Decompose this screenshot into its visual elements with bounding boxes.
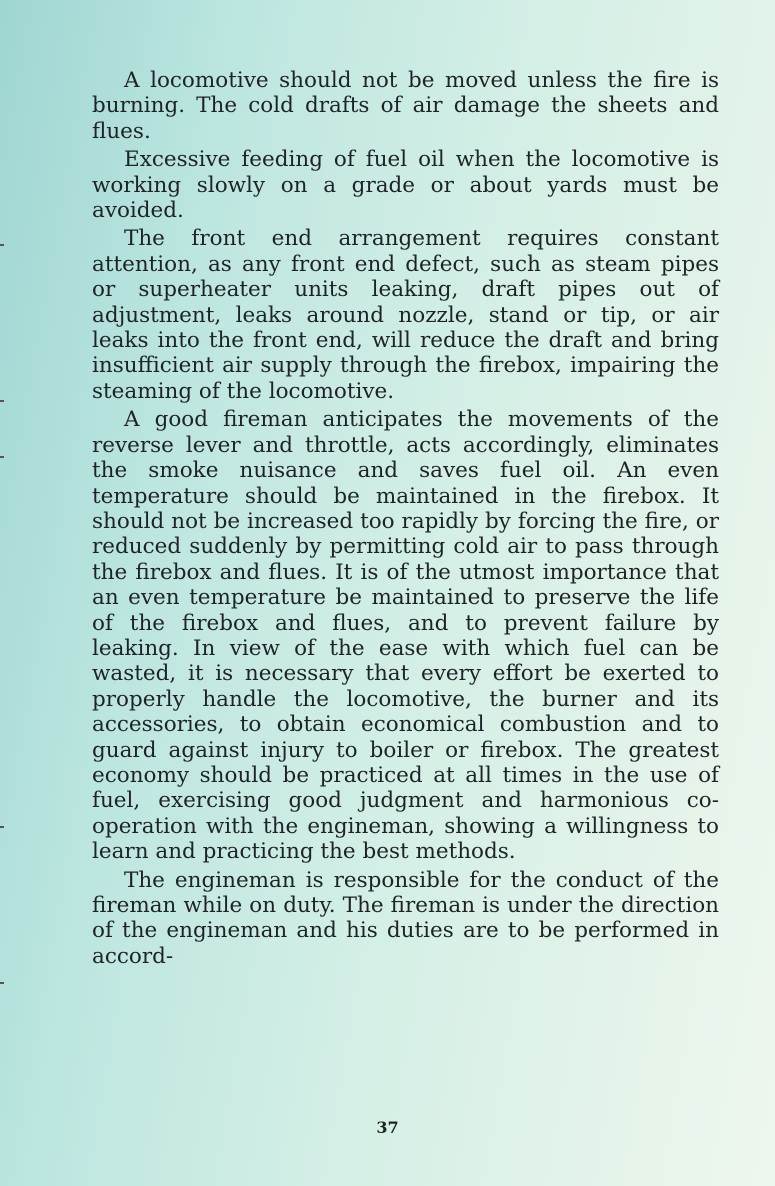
paragraph-3: The front end arrangement requires constant attention, as any front end defect, such as steam pipes or superheater units leaking, draft pipes out of adjustment, leaks around nozzle, stand or tip, or air leaks into the front end, will reduce the draft and bring insufficient air supply through the firebox, impairing the steaming of the locomotive. (92, 226, 719, 404)
paragraph-2: Excessive feeding of fuel oil when the locomotive is working slowly on a grade or about yards must be avoided. (92, 147, 719, 224)
page-edge-mark (0, 400, 4, 402)
paragraph-4: A good fireman anticipates the movements of the reverse lever and throttle, acts accordingly, eliminates the smoke nuisance and saves fuel oil. An even temperature should be maintained in the firebox. It should not be increased too rapidly by forcing the fire, or reduced suddenly by permitting cold air to pass through the firebox and flues. It is of the utmost importance that an even temperature be maintained to preserve the life of the firebox and flues, and to prevent failure by leaking. In view of the ease with which fuel can be wasted, it is necessary that every effort be exerted to properly handle the locomotive, the burner and its accessories, to obtain economical combustion and to guard against injury to boiler or firebox. The greatest economy should be practiced at all times in the use of fuel, exercising good judgment and harmonious co-operation with the engineman, showing a willingness to learn and practicing the best methods. (92, 407, 719, 865)
page-edge-mark (0, 456, 4, 458)
paragraph-5: The engineman is responsible for the conduct of the fireman while on duty. The fireman is under the direction of the engineman and his duties are to be performed in accord- (92, 867, 719, 969)
page-edge-mark (0, 826, 4, 828)
body-text (92, 68, 719, 972)
paragraph-1: A locomotive should not be moved unless the fire is burning. The cold drafts of air damage the sheets and flues. (92, 68, 719, 144)
page-edge-mark (0, 244, 4, 246)
page-edge-mark (0, 982, 4, 984)
page-number: 37 (376, 1118, 399, 1137)
